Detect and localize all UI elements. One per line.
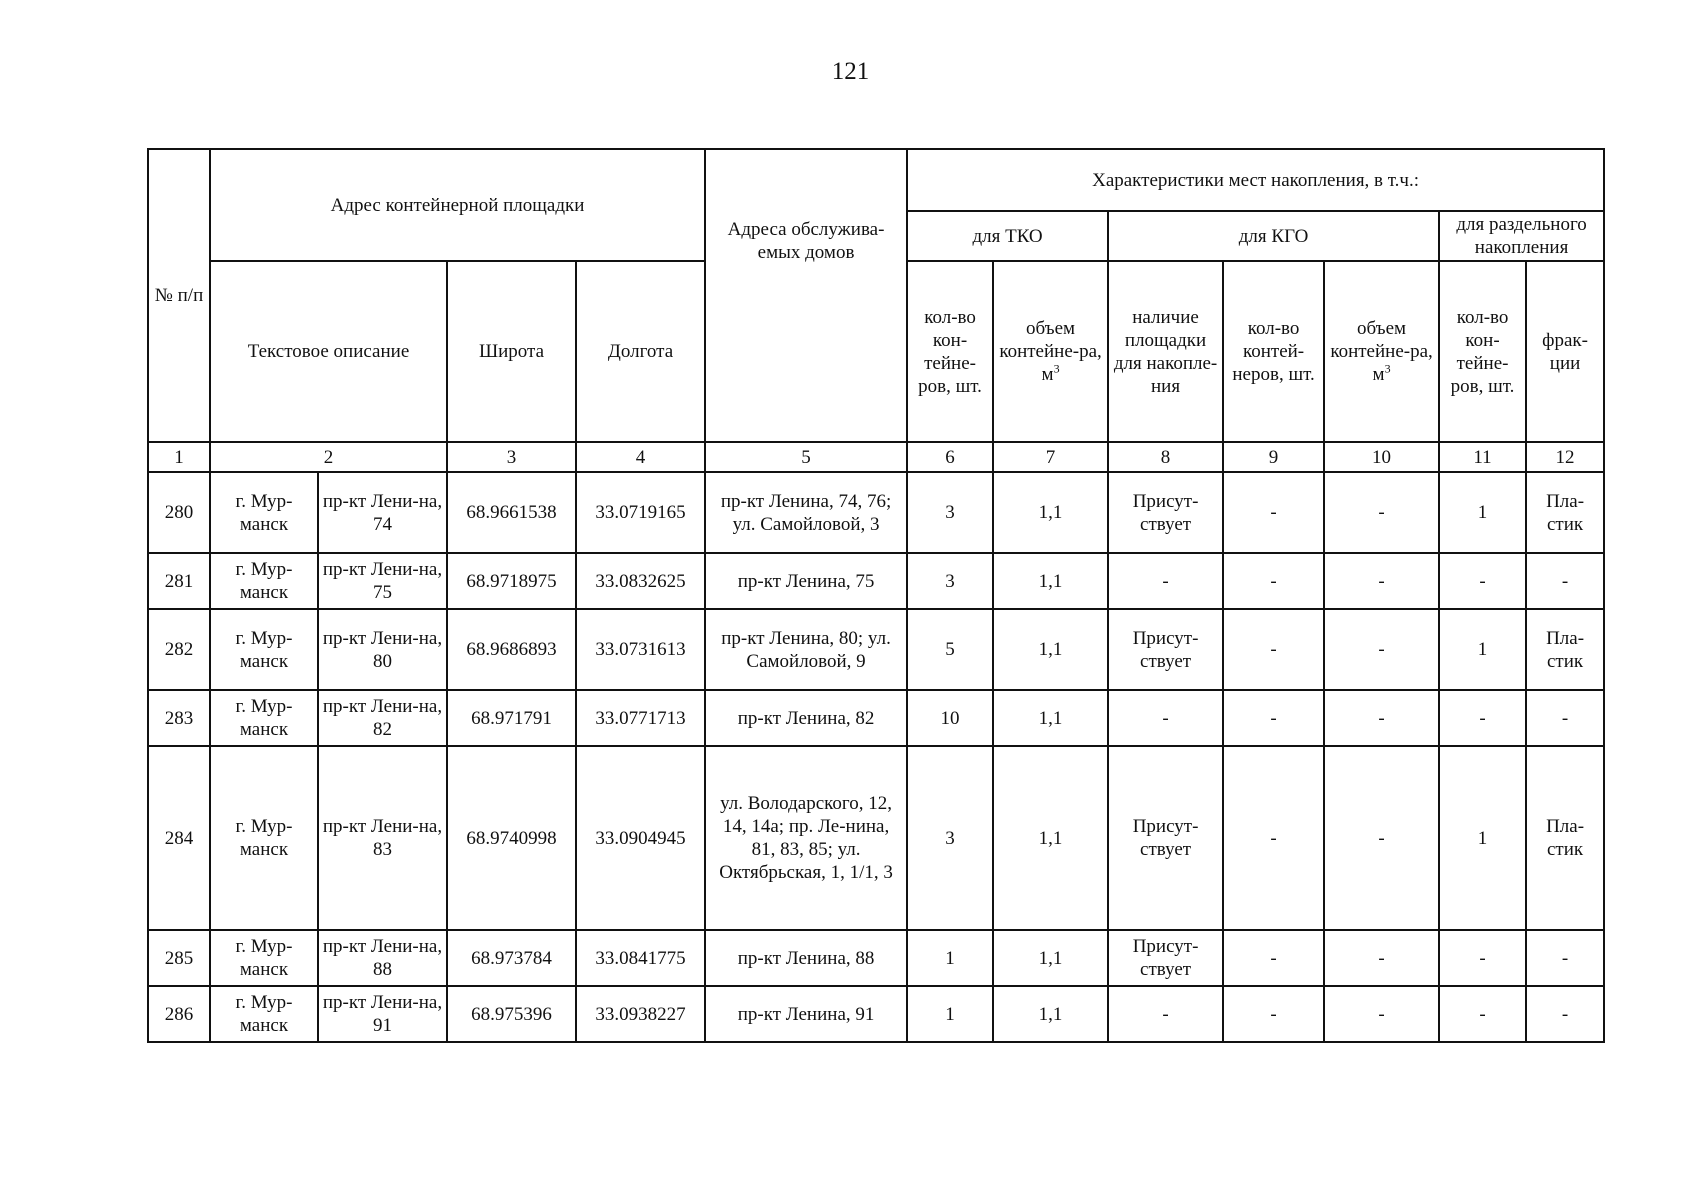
header-text-description: Текстовое описание: [210, 261, 447, 442]
row-latitude: 68.973784: [447, 930, 576, 986]
row-separate-count: 1: [1439, 609, 1526, 690]
row-kgo-volume: -: [1324, 472, 1439, 553]
row-tko-count: 3: [907, 746, 993, 930]
header-characteristics: Характеристики мест накопления, в т.ч.:: [907, 149, 1604, 211]
row-served-houses: пр-кт Ленина, 74, 76; ул. Самойловой, 3: [705, 472, 907, 553]
row-kgo-volume: -: [1324, 746, 1439, 930]
row-kgo-presence: Присут-ствует: [1108, 609, 1223, 690]
header-tko-volume: объем контейне-ра, $м^3$: [993, 261, 1108, 442]
row-kgo-count: -: [1223, 930, 1324, 986]
table-row: [148, 986, 1604, 1042]
column-number: 3: [447, 442, 576, 472]
column-number: 8: [1108, 442, 1223, 472]
row-street: пр-кт Лени-на, 80: [318, 609, 447, 690]
row-kgo-count: -: [1223, 690, 1324, 746]
row-latitude: 68.9661538: [447, 472, 576, 553]
row-street: пр-кт Лени-на, 74: [318, 472, 447, 553]
row-city: г. Мур-манск: [210, 472, 318, 553]
page-number: 121: [831, 58, 870, 85]
row-tko-count: 3: [907, 553, 993, 609]
row-kgo-presence: Присут-ствует: [1108, 472, 1223, 553]
header-address-group: Адрес контейнерной площадки: [210, 149, 705, 261]
row-tko-count: 1: [907, 930, 993, 986]
header-num: № п/п: [148, 149, 210, 442]
row-served-houses: пр-кт Ленина, 88: [705, 930, 907, 986]
table-row: [148, 553, 1604, 609]
row-tko-volume: 1,1: [993, 609, 1108, 690]
row-street: пр-кт Лени-на, 88: [318, 930, 447, 986]
row-latitude: 68.9740998: [447, 746, 576, 930]
row-separate-count: -: [1439, 690, 1526, 746]
table-body: [148, 472, 1604, 1042]
row-kgo-presence: Присут-ствует: [1108, 746, 1223, 930]
row-longitude: 33.0841775: [576, 930, 705, 986]
row-tko-volume: 1,1: [993, 472, 1108, 553]
row-longitude: 33.0938227: [576, 986, 705, 1042]
row-city: г. Мур-манск: [210, 746, 318, 930]
header-tko-count: кол-во кон-тейне-ров, шт.: [907, 261, 993, 442]
row-separate-count: 1: [1439, 746, 1526, 930]
table-header: [148, 149, 1604, 472]
header-kgo: для КГО: [1108, 211, 1439, 261]
row-street: пр-кт Лени-на, 75: [318, 553, 447, 609]
row-city: г. Мур-манск: [210, 609, 318, 690]
table-row: [148, 690, 1604, 746]
row-kgo-presence: -: [1108, 553, 1223, 609]
column-number: 10: [1324, 442, 1439, 472]
row-kgo-count: -: [1223, 986, 1324, 1042]
table-row: [148, 609, 1604, 690]
column-number: 5: [705, 442, 907, 472]
row-served-houses: ул. Володарского, 12, 14, 14а; пр. Ле-нина, 81, 83, 85; ул. Октябрьская, 1, 1/1, 3: [705, 746, 907, 930]
column-number: 4: [576, 442, 705, 472]
row-longitude: 33.0719165: [576, 472, 705, 553]
row-tko-volume: 1,1: [993, 930, 1108, 986]
row-kgo-volume: -: [1324, 930, 1439, 986]
row-kgo-volume: -: [1324, 553, 1439, 609]
row-tko-volume: 1,1: [993, 690, 1108, 746]
row-separate-fraction: -: [1526, 986, 1604, 1042]
row-kgo-count: -: [1223, 553, 1324, 609]
row-kgo-count: -: [1223, 609, 1324, 690]
row-latitude: 68.971791: [447, 690, 576, 746]
header-longitude: Долгота: [576, 261, 705, 442]
row-number: 284: [148, 746, 210, 930]
row-longitude: 33.0731613: [576, 609, 705, 690]
row-city: г. Мур-манск: [210, 930, 318, 986]
column-number: 7: [993, 442, 1108, 472]
table-row: [148, 472, 1604, 553]
header-separate: для раздельного накопления: [1439, 211, 1604, 261]
row-latitude: 68.9686893: [447, 609, 576, 690]
row-street: пр-кт Лени-на, 83: [318, 746, 447, 930]
row-kgo-count: -: [1223, 746, 1324, 930]
row-tko-count: 10: [907, 690, 993, 746]
row-street: пр-кт Лени-на, 82: [318, 690, 447, 746]
column-number: 11: [1439, 442, 1526, 472]
row-tko-volume: 1,1: [993, 746, 1108, 930]
header-separate-fractions: фрак-ции: [1526, 261, 1604, 442]
table-row: [148, 746, 1604, 930]
row-served-houses: пр-кт Ленина, 75: [705, 553, 907, 609]
row-separate-count: -: [1439, 553, 1526, 609]
row-city: г. Мур-манск: [210, 553, 318, 609]
column-number-row: [148, 442, 1604, 472]
header-kgo-volume: объем контейне-ра, $м^3$: [1324, 261, 1439, 442]
row-kgo-presence: Присут-ствует: [1108, 930, 1223, 986]
row-number: 285: [148, 930, 210, 986]
row-number: 281: [148, 553, 210, 609]
row-street: пр-кт Лени-на, 91: [318, 986, 447, 1042]
container-sites-table: [147, 148, 1605, 1043]
table-row: [148, 930, 1604, 986]
row-tko-volume: 1,1: [993, 986, 1108, 1042]
row-number: 282: [148, 609, 210, 690]
column-number: 1: [148, 442, 210, 472]
row-number: 286: [148, 986, 210, 1042]
row-separate-count: -: [1439, 986, 1526, 1042]
row-tko-count: 5: [907, 609, 993, 690]
column-number: 6: [907, 442, 993, 472]
row-separate-fraction: -: [1526, 690, 1604, 746]
row-separate-count: 1: [1439, 472, 1526, 553]
row-tko-volume: 1,1: [993, 553, 1108, 609]
row-separate-count: -: [1439, 930, 1526, 986]
row-separate-fraction: Пла-стик: [1526, 746, 1604, 930]
row-number: 280: [148, 472, 210, 553]
header-separate-count: кол-во кон-тейне-ров, шт.: [1439, 261, 1526, 442]
row-kgo-volume: -: [1324, 986, 1439, 1042]
row-kgo-presence: -: [1108, 690, 1223, 746]
row-kgo-volume: -: [1324, 609, 1439, 690]
row-city: г. Мур-манск: [210, 690, 318, 746]
row-served-houses: пр-кт Ленина, 91: [705, 986, 907, 1042]
column-number: 9: [1223, 442, 1324, 472]
header-latitude: Широта: [447, 261, 576, 442]
row-latitude: 68.975396: [447, 986, 576, 1042]
row-served-houses: пр-кт Ленина, 82: [705, 690, 907, 746]
row-kgo-presence: -: [1108, 986, 1223, 1042]
row-longitude: 33.0904945: [576, 746, 705, 930]
header-kgo-count: кол-во контей-неров, шт.: [1223, 261, 1324, 442]
row-tko-count: 3: [907, 472, 993, 553]
row-separate-fraction: -: [1526, 930, 1604, 986]
row-longitude: 33.0771713: [576, 690, 705, 746]
row-kgo-count: -: [1223, 472, 1324, 553]
row-latitude: 68.9718975: [447, 553, 576, 609]
row-tko-count: 1: [907, 986, 993, 1042]
row-number: 283: [148, 690, 210, 746]
row-kgo-volume: -: [1324, 690, 1439, 746]
header-tko: для ТКО: [907, 211, 1108, 261]
row-separate-fraction: -: [1526, 553, 1604, 609]
row-separate-fraction: Пла-стик: [1526, 609, 1604, 690]
column-number: 2: [210, 442, 447, 472]
column-number: 12: [1526, 442, 1604, 472]
row-separate-fraction: Пла-стик: [1526, 472, 1604, 553]
row-city: г. Мур-манск: [210, 986, 318, 1042]
header-kgo-presence: наличие площадки для накопле-ния: [1108, 261, 1223, 442]
header-served-houses: Адреса обслужива-емых домов: [705, 149, 907, 442]
row-served-houses: пр-кт Ленина, 80; ул. Самойловой, 9: [705, 609, 907, 690]
row-longitude: 33.0832625: [576, 553, 705, 609]
